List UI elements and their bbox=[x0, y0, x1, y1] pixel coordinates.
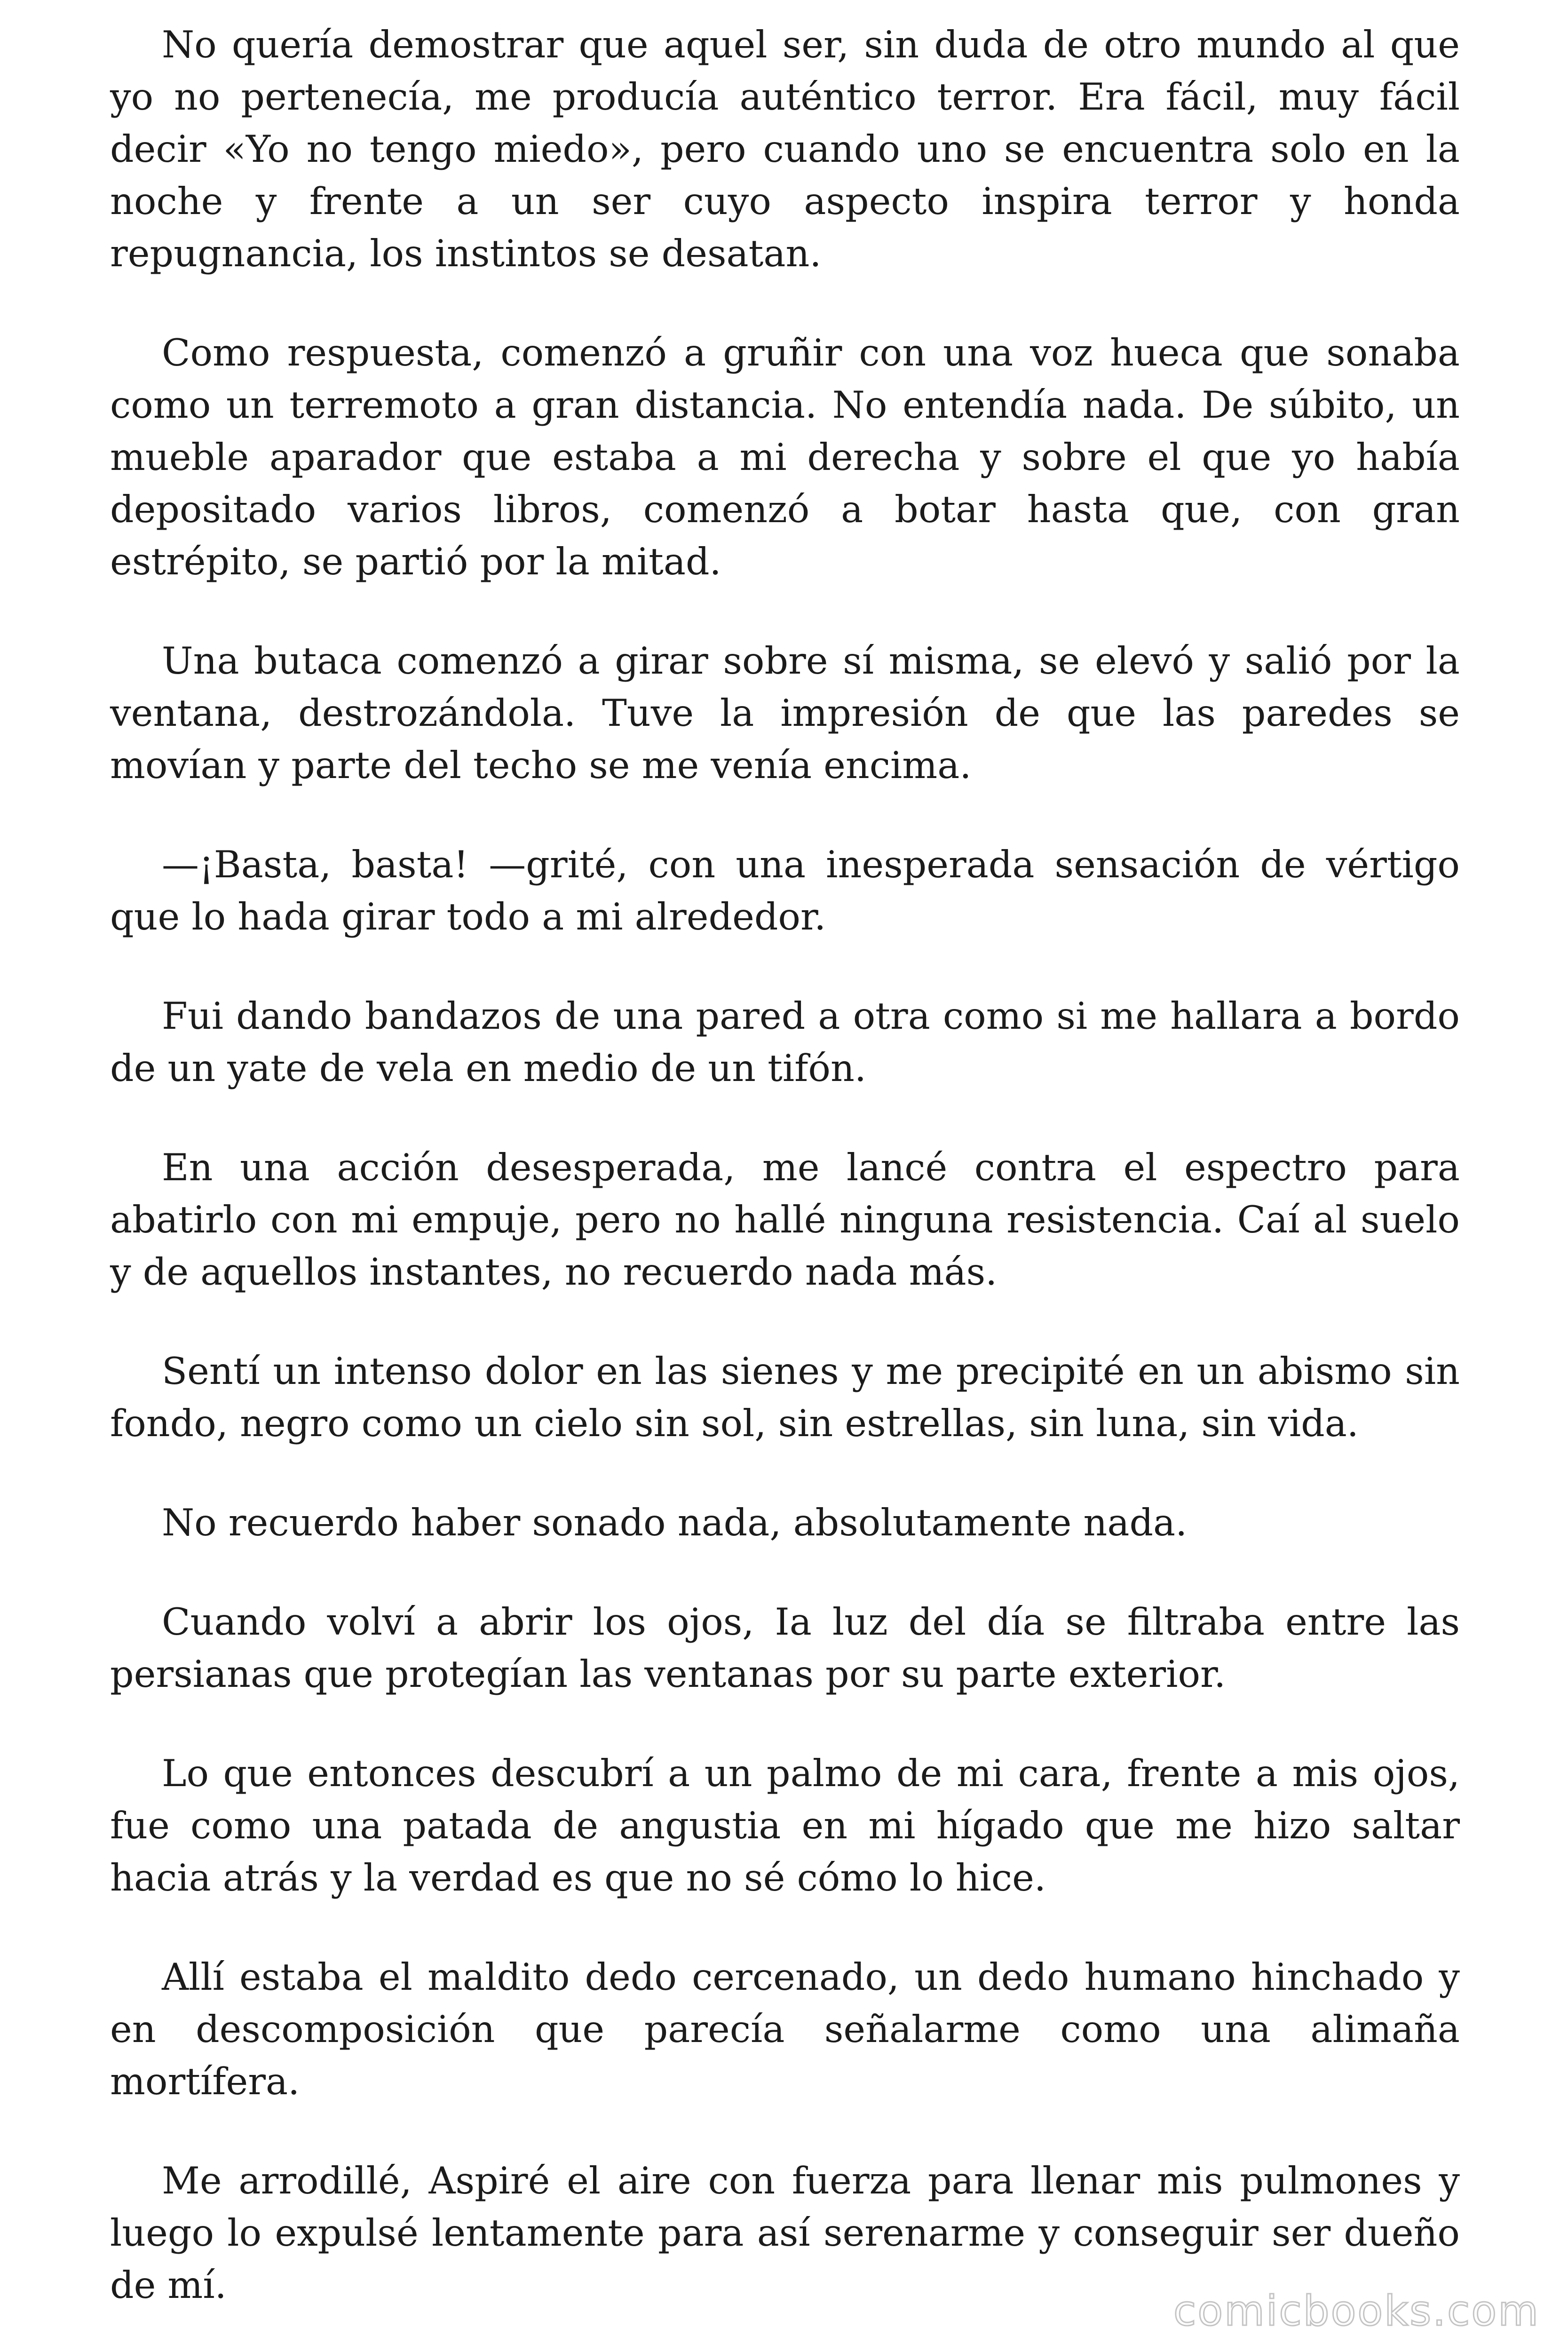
paragraph-11: Allí estaba el maldito dedo cercenado, un dedo humano hinchado y en descomposición que parecía señalarme como una alimaña mortífera. bbox=[110, 1955, 1460, 2103]
paragraph-1: No quería demostrar que aquel ser, sin duda de otro mundo al que yo no pertenecía, me producía auténtico terror. Era fácil, muy fácil decir «Yo no tengo miedo», pero cuando uno se encuentra solo en la noche y frente a un ser cuyo aspecto inspira terror y honda repugnancia, los instintos se desatan. bbox=[110, 23, 1460, 275]
paragraph-3: Una butaca comenzó a girar sobre sí misma, se elevó y salió por la ventana, destrozándola. Tuve la impresión de que las paredes se movían y parte del techo se me venía encima. bbox=[110, 639, 1460, 787]
paragraph-8: No recuerdo haber sonado nada, absolutamente nada. bbox=[162, 1501, 1188, 1544]
paragraph-6: En una acción desesperada, me lancé contra el espectro para abatirlo con mi empuje, pero no hallé ninguna resistencia. Caí al suelo y de aquellos instantes, no recuerdo nada más. bbox=[110, 1146, 1460, 1294]
paragraph-12: Me arrodillé, Aspiré el aire con fuerza para llenar mis pulmones y luego lo expulsé lentamente para así serenarme y conseguir ser dueño de mí. bbox=[110, 2159, 1460, 2307]
paragraph-4: —¡Basta, basta! —grité, con una inesperada sensación de vértigo que lo hada girar todo a mi alrededor. bbox=[110, 843, 1460, 938]
watermark: comicbooks.com bbox=[1173, 2287, 1540, 2335]
paragraph-2: Como respuesta, comenzó a gruñir con una voz hueca que sonaba como un terremoto a gran distancia. No entendía nada. De súbito, un mueble aparador que estaba a mi derecha y sobre el que yo había depositado varios libros, comenzó a botar hasta que, con gran estrépito, se partió por la mitad. bbox=[110, 331, 1460, 583]
paragraph-10: Lo que entonces descubrí a un palmo de mi cara, frente a mis ojos, fue como una patada de angustia en mi hígado que me hizo saltar hacia atrás y la verdad es que no sé cómo lo hice. bbox=[110, 1752, 1460, 1899]
paragraph-7: Sentí un intenso dolor en las sienes y me precipité en un abismo sin fondo, negro como un cielo sin sol, sin estrellas, sin luna, sin vida. bbox=[110, 1350, 1460, 1445]
paragraph-9: Cuando volví a abrir los ojos, Ia luz del día se filtraba entre las persianas que protegían las ventanas por su parte exterior. bbox=[110, 1600, 1460, 1696]
paragraph-5: Fui dando bandazos de una pared a otra como si me hallara a bordo de un yate de vela en medio de un tifón. bbox=[110, 994, 1460, 1090]
book-page-text bbox=[110, 19, 1460, 2352]
